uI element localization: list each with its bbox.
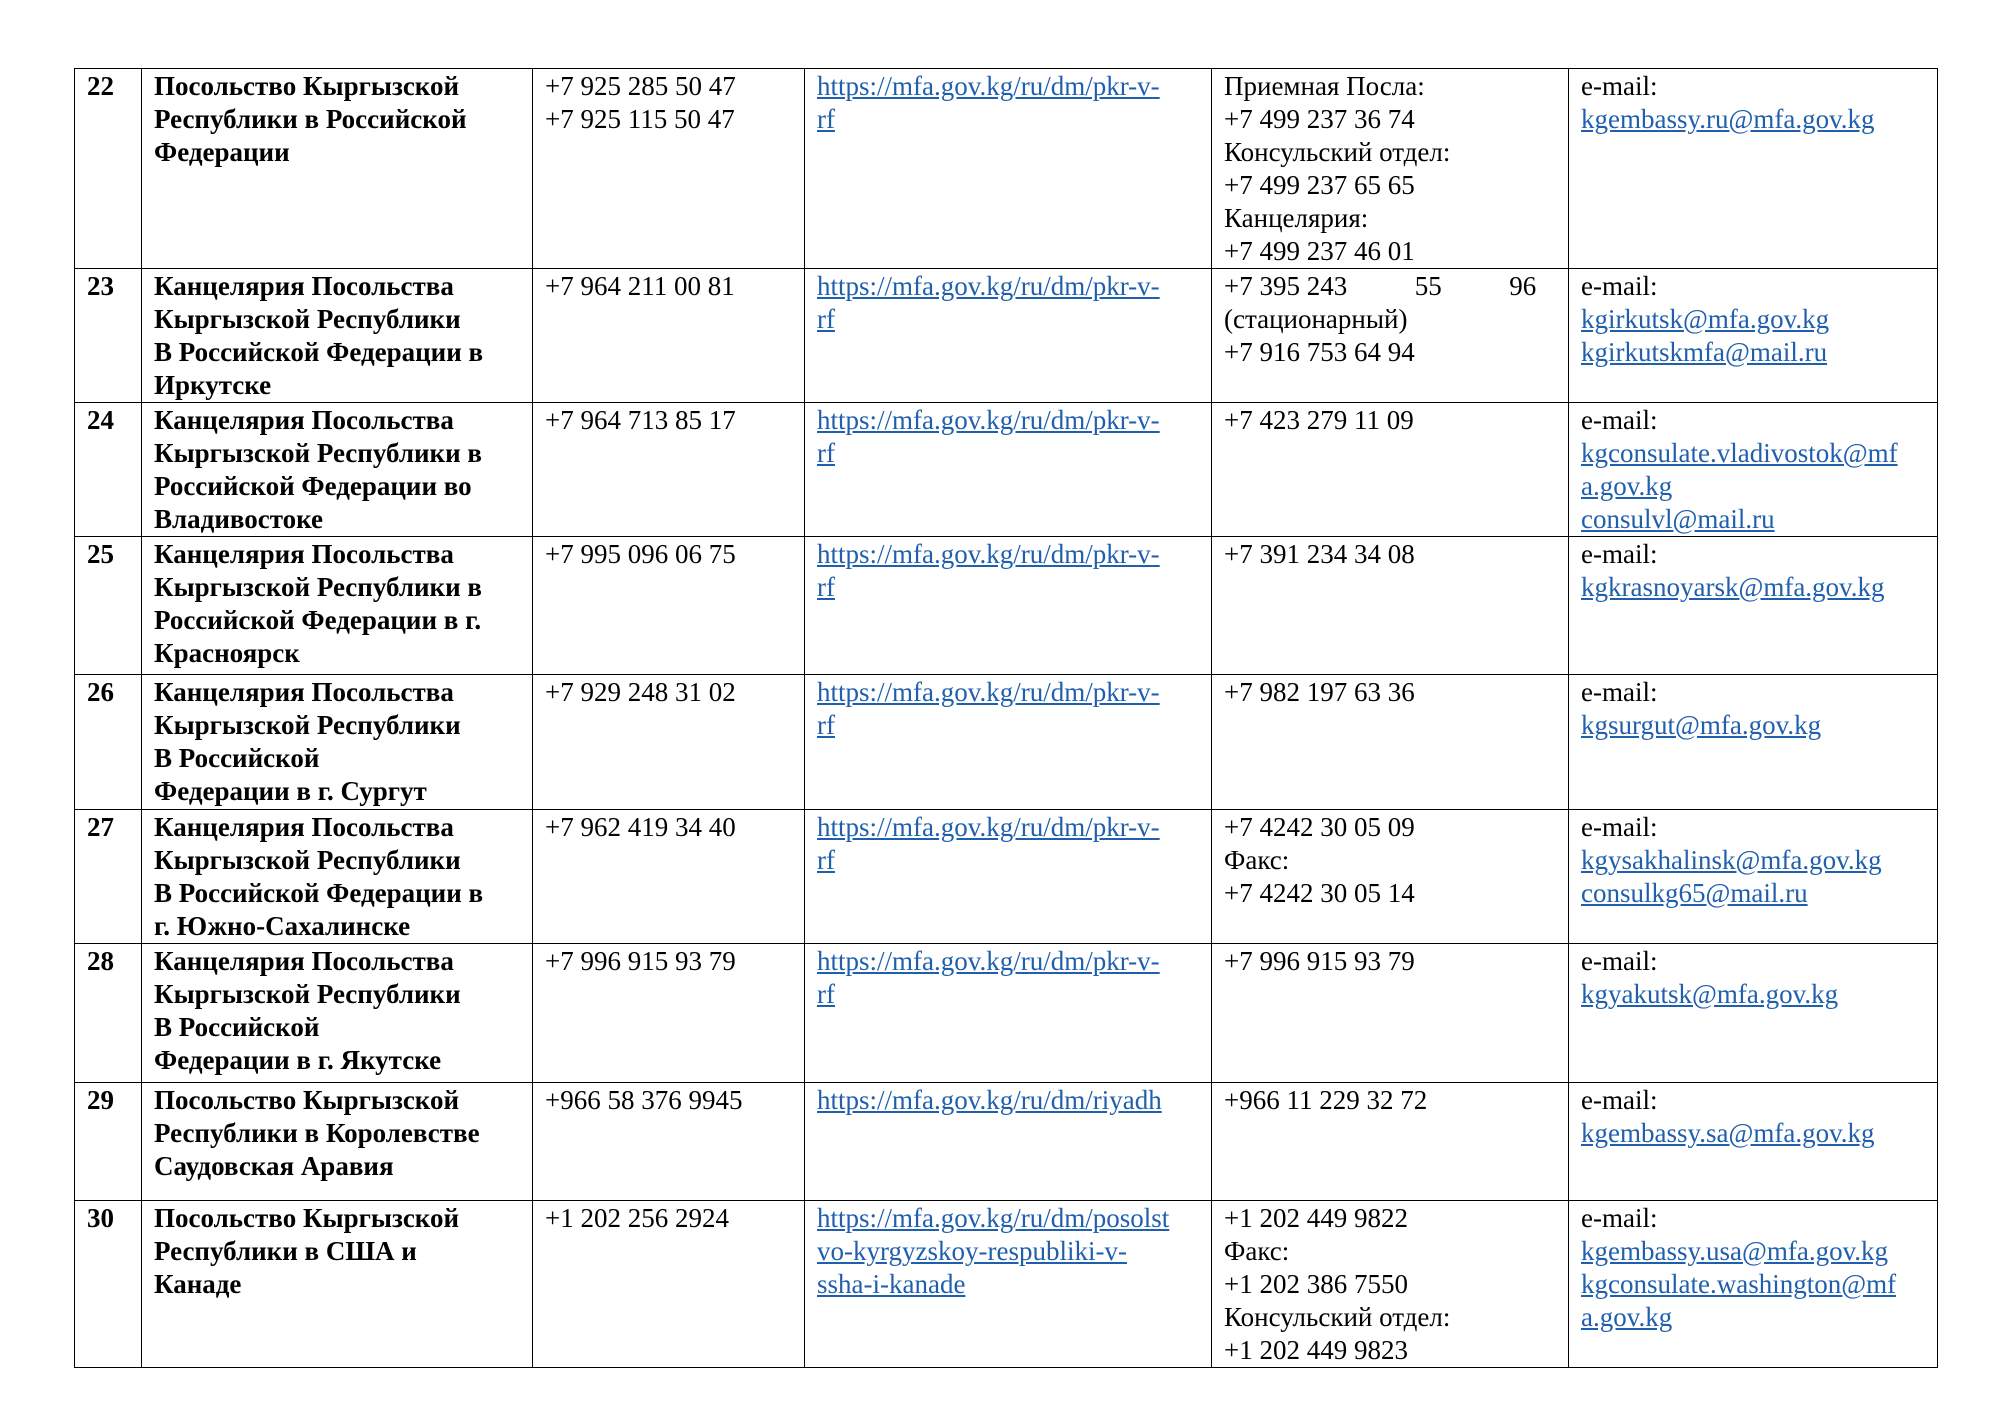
table-row [75,675,1938,810]
website-cell [805,69,1212,269]
website-cell [805,1083,1212,1201]
office-contact-line: +1 202 386 7550 [1224,1269,1408,1299]
office-phones-cell [1212,675,1569,810]
email-link-text: kgconsulate.vladivostok@mf [1581,438,1898,468]
office-phones-cell [1212,1201,1569,1368]
office-phones-cell [1212,403,1569,537]
website-link-text: https://mfa.gov.kg/ru/dm/posolst [817,1203,1170,1233]
office-phones-cell [1212,1083,1569,1201]
email-link-text: consulkg65@mail.ru [1581,878,1808,908]
mobile-phones-cell [533,69,805,269]
website-link-text: rf [817,710,835,740]
website-link[interactable] [817,945,1211,1011]
office-contact-line: Консульский отдел: [1224,137,1451,167]
mobile-phone: +7 925 285 50 47 [545,71,736,101]
mission-name: Посольство Кыргызской Республики в Российской Федерации [154,71,467,167]
mobile-phone: +7 996 915 93 79 [545,946,736,976]
office-contact-line: Консульский отдел: [1224,1302,1451,1332]
row-number: 27 [75,810,142,944]
row-number: 22 [75,69,142,269]
website-link[interactable] [817,1084,1211,1117]
mobile-phones-cell [533,1201,805,1368]
email-cell [1569,810,1938,944]
table-row [75,269,1938,403]
mission-name-cell [142,1201,533,1368]
email-cell [1569,403,1938,537]
mission-name: Канцелярия Посольства Кыргызской Республики в Российской Федерации во Владивостоке [154,405,482,534]
office-contact-line: +966 11 229 32 72 [1224,1085,1428,1115]
mission-name: Канцелярия Посольства Кыргызской Республики В Российской Федерации в г. Южно-Сахалинске [154,812,484,941]
website-link-text: https://mfa.gov.kg/ru/dm/riyadh [817,1085,1162,1115]
email-link[interactable] [1581,1117,1937,1150]
email-link[interactable] [1581,1235,1937,1268]
email-link[interactable] [1581,103,1937,136]
website-link-text: vo-kyrgyzskoy-respubliki-v- [817,1236,1127,1266]
website-link-text: rf [817,438,835,468]
email-link-text: kgysakhalinsk@mfa.gov.kg [1581,845,1882,875]
table-row [75,403,1938,537]
email-label: e-mail: [1581,1203,1658,1233]
email-link[interactable] [1581,303,1937,336]
mission-name: Канцелярия Посольства Кыргызской Республики В Российской Федерации в Иркутске [154,271,484,400]
table-body [75,69,1938,1368]
website-link-text: https://mfa.gov.kg/ru/dm/pkr-v- [817,405,1160,435]
email-link[interactable] [1581,709,1937,742]
website-link[interactable] [817,676,1211,742]
email-link-text: kgsurgut@mfa.gov.kg [1581,710,1822,740]
mission-name-cell [142,537,533,675]
office-phones-cell [1212,269,1569,403]
email-link-text: kgirkutskmfa@mail.ru [1581,337,1828,367]
website-link-text: rf [817,572,835,602]
mobile-phone: +7 964 713 85 17 [545,405,736,435]
mobile-phone: +7 995 096 06 75 [545,539,736,569]
table-row [75,1083,1938,1201]
website-link-text: https://mfa.gov.kg/ru/dm/pkr-v- [817,71,1160,101]
row-number: 28 [75,944,142,1083]
office-contact-line: Факс: [1224,845,1290,875]
office-phones-cell [1212,537,1569,675]
office-contact-line: Факс: [1224,1236,1290,1266]
email-label: e-mail: [1581,677,1658,707]
mobile-phones-cell [533,675,805,810]
email-cell [1569,1201,1938,1368]
email-link-text: kgkrasnoyarsk@mfa.gov.kg [1581,572,1885,602]
office-contact-line: +7 499 237 46 01 [1224,236,1415,266]
mobile-phones-cell [533,944,805,1083]
mission-name-cell [142,1083,533,1201]
mobile-phone: +7 925 115 50 47 [545,104,735,134]
email-link-text: kgyakutsk@mfa.gov.kg [1581,979,1839,1009]
website-link[interactable] [817,538,1211,604]
email-label: e-mail: [1581,405,1658,435]
office-phones-cell [1212,810,1569,944]
email-link[interactable] [1581,571,1937,604]
mission-name: Канцелярия Посольства Кыргызской Республики в Российской Федерации в г. Красноярск [154,539,482,668]
website-link-text: https://mfa.gov.kg/ru/dm/pkr-v- [817,539,1160,569]
row-number: 26 [75,675,142,810]
website-cell [805,269,1212,403]
email-cell [1569,675,1938,810]
website-cell [805,403,1212,537]
office-contact-line: +7 4242 30 05 14 [1224,878,1415,908]
row-number: 25 [75,537,142,675]
email-link[interactable] [1581,503,1937,536]
mobile-phones-cell [533,1083,805,1201]
website-link[interactable] [817,70,1211,136]
mission-name-cell [142,675,533,810]
email-label: e-mail: [1581,271,1658,301]
mission-name: Посольство Кыргызской Республики в Королевстве Саудовская Аравия [154,1085,480,1181]
mission-name: Канцелярия Посольства Кыргызской Республики В Российской Федерации в г. Сургут [154,677,461,806]
email-label: e-mail: [1581,539,1658,569]
email-link-text: a.gov.kg [1581,471,1673,501]
embassy-contacts-table [74,68,1938,1368]
email-label: e-mail: [1581,812,1658,842]
mission-name: Канцелярия Посольства Кыргызской Республики В Российской Федерации в г. Якутске [154,946,461,1075]
website-link-text: rf [817,304,835,334]
website-cell [805,810,1212,944]
office-contact-line: +7 4242 30 05 09 [1224,812,1415,842]
table-row [75,1201,1938,1368]
email-link-text: a.gov.kg [1581,1302,1673,1332]
office-contact-line: +1 202 449 9823 [1224,1335,1408,1365]
website-link-text: rf [817,979,835,1009]
website-link[interactable] [817,404,1211,470]
email-cell [1569,944,1938,1083]
website-link-text: https://mfa.gov.kg/ru/dm/pkr-v- [817,812,1160,842]
email-link-text: kgirkutsk@mfa.gov.kg [1581,304,1830,334]
office-contact-line: +7 423 279 11 09 [1224,405,1414,435]
mission-name-cell [142,944,533,1083]
office-contact-line: +7 499 237 36 74 [1224,104,1415,134]
website-link-text: ssha-i-kanade [817,1269,966,1299]
website-link[interactable] [817,1202,1211,1301]
row-number: 29 [75,1083,142,1201]
office-contact-line: +1 202 449 9822 [1224,1203,1408,1233]
mission-name: Посольство Кыргызской Республики в США и Канаде [154,1203,460,1299]
mobile-phone: +7 962 419 34 40 [545,812,736,842]
website-link-text: https://mfa.gov.kg/ru/dm/pkr-v- [817,271,1160,301]
office-contact-line: +7 916 753 64 94 [1224,337,1415,367]
email-label: e-mail: [1581,946,1658,976]
office-contact-line: +7 391 234 34 08 [1224,539,1415,569]
office-contact-line: +7 395 243 55 96 [1224,271,1537,301]
email-link-text: kgembassy.ru@mfa.gov.kg [1581,104,1875,134]
email-link-text: kgembassy.usa@mfa.gov.kg [1581,1236,1889,1266]
email-link-text: kgembassy.sa@mfa.gov.kg [1581,1118,1875,1148]
website-cell [805,1201,1212,1368]
office-contact-line: +7 982 197 63 36 [1224,677,1415,707]
email-link[interactable] [1581,844,1937,877]
email-link-text: consulvl@mail.ru [1581,504,1775,534]
website-link-text: rf [817,845,835,875]
row-number: 24 [75,403,142,537]
website-link-text: https://mfa.gov.kg/ru/dm/pkr-v- [817,946,1160,976]
email-link[interactable] [1581,336,1937,369]
email-label: e-mail: [1581,1085,1658,1115]
office-phones-cell [1212,944,1569,1083]
table-row [75,944,1938,1083]
mobile-phone: +7 964 211 00 81 [545,271,735,301]
table-row [75,537,1938,675]
mobile-phones-cell [533,537,805,675]
mobile-phones-cell [533,269,805,403]
row-number: 23 [75,269,142,403]
email-cell [1569,69,1938,269]
email-link[interactable] [1581,437,1937,503]
email-link[interactable] [1581,1268,1937,1334]
mission-name-cell [142,269,533,403]
website-cell [805,675,1212,810]
office-contact-line: Канцелярия: [1224,203,1369,233]
website-link[interactable] [817,270,1211,336]
website-link[interactable] [817,811,1211,877]
website-link-text: https://mfa.gov.kg/ru/dm/pkr-v- [817,677,1160,707]
mobile-phone: +7 929 248 31 02 [545,677,736,707]
office-contact-line: (стационарный) [1224,304,1408,334]
row-number: 30 [75,1201,142,1368]
office-contact-line: Приемная Посла: [1224,71,1425,101]
mobile-phones-cell [533,810,805,944]
email-cell [1569,537,1938,675]
email-link[interactable] [1581,877,1937,910]
office-phones-cell [1212,69,1569,269]
website-cell [805,944,1212,1083]
mission-name-cell [142,69,533,269]
mission-name-cell [142,403,533,537]
mobile-phones-cell [533,403,805,537]
table-row [75,69,1938,269]
mission-name-cell [142,810,533,944]
email-cell [1569,269,1938,403]
email-label: e-mail: [1581,71,1658,101]
mobile-phone: +966 58 376 9945 [545,1085,743,1115]
website-cell [805,537,1212,675]
mobile-phone: +1 202 256 2924 [545,1203,729,1233]
email-link-text: kgconsulate.washington@mf [1581,1269,1897,1299]
email-cell [1569,1083,1938,1201]
office-contact-line: +7 499 237 65 65 [1224,170,1415,200]
email-link[interactable] [1581,978,1937,1011]
website-link-text: rf [817,104,835,134]
office-contact-line: +7 996 915 93 79 [1224,946,1415,976]
table-row [75,810,1938,944]
